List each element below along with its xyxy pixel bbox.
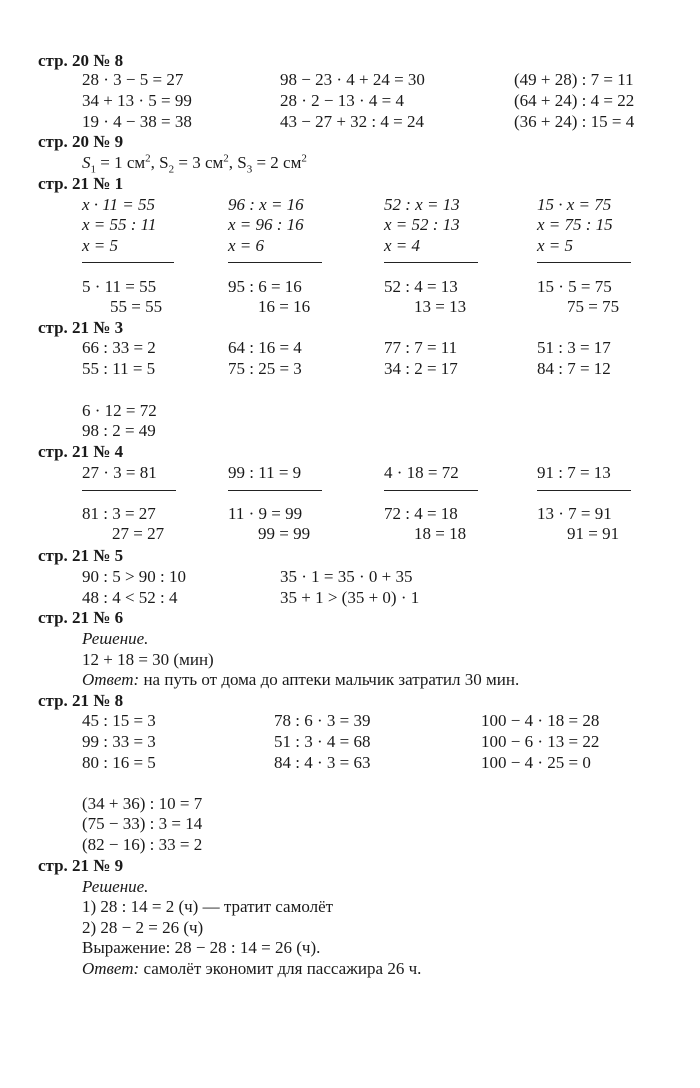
section-heading: стр. 21 № 3	[38, 318, 124, 337]
section-heading: стр. 21 № 8	[38, 691, 124, 710]
equation: 75 : 25 = 3	[228, 359, 302, 378]
equation: 4 · 18 = 72	[384, 463, 459, 482]
calculation: 12 + 18 = 30 (мин)	[82, 650, 214, 669]
equation: (75 − 33) : 3 = 14	[82, 814, 203, 833]
equation: x = 96 : 16	[228, 215, 304, 234]
equation: 80 : 16 = 5	[82, 753, 156, 772]
check: 13 = 13	[414, 297, 467, 316]
equation: 99 : 33 = 3	[82, 732, 156, 751]
check: 72 : 4 = 18	[384, 504, 458, 523]
equation: 100 − 4 · 18 = 28	[481, 711, 600, 730]
value: = 3 см	[174, 153, 224, 172]
check: 16 = 16	[258, 297, 311, 316]
equation: (64 + 24) : 4 = 22	[514, 91, 635, 110]
equation: 45 : 15 = 3	[82, 711, 156, 730]
equation: (34 + 36) : 10 = 7	[82, 794, 203, 813]
equation: x = 5	[537, 236, 574, 255]
equation: 52 : x = 13	[384, 195, 460, 214]
equation: 28 · 2 − 13 · 4 = 4	[280, 91, 404, 110]
section-heading: стр. 21 № 9	[38, 856, 124, 875]
divider	[82, 490, 176, 491]
section-heading: стр. 21 № 5	[38, 546, 124, 565]
answer-text: на путь от дома до аптеки мальчик затратил 30 мин.	[139, 670, 520, 689]
check: 95 : 6 = 16	[228, 277, 302, 296]
divider	[537, 490, 631, 491]
check: 27 = 27	[112, 524, 165, 543]
solution-label: Решение.	[82, 629, 149, 648]
equation: 55 : 11 = 5	[82, 359, 156, 378]
check: 91 = 91	[567, 524, 620, 543]
solution-label: Решение.	[82, 877, 149, 896]
equation: 43 − 27 + 32 : 4 = 24	[280, 112, 424, 131]
equation: 77 : 7 = 11	[384, 338, 458, 357]
equation: 100 − 6 · 13 = 22	[481, 732, 600, 751]
equation: x = 4	[384, 236, 421, 255]
comparison: 48 : 4 < 52 : 4	[82, 588, 178, 607]
separator: , S	[228, 153, 247, 172]
solution-step: 1) 28 : 14 = 2 (ч) — тратит самолёт	[82, 897, 334, 916]
equation: 51 : 3 = 17	[537, 338, 611, 357]
superscript: 2	[145, 152, 151, 165]
equation: (82 − 16) : 33 = 2	[82, 835, 203, 854]
equation: (36 + 24) : 15 = 4	[514, 112, 635, 131]
equation: 100 − 4 · 25 = 0	[481, 753, 591, 772]
equation: x = 52 : 13	[384, 215, 460, 234]
answer-text: самолёт экономит для пассажира 26 ч.	[139, 959, 422, 978]
equation: x = 5	[82, 236, 119, 255]
equation: 66 : 33 = 2	[82, 338, 156, 357]
section-heading: стр. 20 № 9	[38, 132, 124, 151]
equation: 34 + 13 · 5 = 99	[82, 91, 192, 110]
superscript: 2	[301, 152, 307, 165]
superscript: 2	[223, 152, 229, 165]
subscript: 2	[168, 163, 175, 176]
check: 55 = 55	[110, 297, 163, 316]
equation: 51 : 3 · 4 = 68	[274, 732, 371, 751]
section-heading: стр. 21 № 6	[38, 608, 124, 627]
subscript: 3	[246, 163, 253, 176]
value: = 1 см	[96, 153, 146, 172]
value: = 2 см	[252, 153, 302, 172]
comparison: 35 · 1 = 35 · 0 + 35	[280, 567, 413, 586]
equation: x = 6	[228, 236, 265, 255]
comparison: 35 + 1 > (35 + 0) · 1	[280, 588, 420, 607]
equation: 98 − 23 · 4 + 24 = 30	[280, 70, 425, 89]
equation: 34 : 2 = 17	[384, 359, 458, 378]
expression: Выражение: 28 − 28 : 14 = 26 (ч).	[82, 938, 321, 957]
divider	[384, 262, 478, 263]
equation: 98 : 2 = 49	[82, 421, 156, 440]
check: 99 = 99	[258, 524, 311, 543]
equation: 84 : 4 · 3 = 63	[274, 753, 371, 772]
check: 11 · 9 = 99	[228, 504, 303, 523]
equation: 84 : 7 = 12	[537, 359, 611, 378]
check: 15 · 5 = 75	[537, 277, 612, 296]
answer-label: Ответ:	[82, 959, 140, 978]
equation: x = 75 : 15	[537, 215, 613, 234]
equation: 6 · 12 = 72	[82, 401, 157, 420]
subscript: 1	[90, 163, 96, 176]
check: 5 · 11 = 55	[82, 277, 157, 296]
check: 13 · 7 = 91	[537, 504, 612, 523]
check: 52 : 4 = 13	[384, 277, 458, 296]
section-heading: стр. 20 № 8	[38, 51, 124, 70]
symbol-s: S	[82, 153, 91, 172]
area-values	[82, 152, 307, 176]
divider	[82, 262, 174, 263]
equation: 19 · 4 − 38 = 38	[82, 112, 192, 131]
divider	[228, 262, 322, 263]
equation: 91 : 7 = 13	[537, 463, 611, 482]
solution-step: 2) 28 − 2 = 26 (ч)	[82, 918, 204, 937]
answer-label: Ответ:	[82, 670, 140, 689]
comparison: 90 : 5 > 90 : 10	[82, 567, 187, 586]
check: 75 = 75	[567, 297, 620, 316]
separator: , S	[150, 153, 169, 172]
check: 18 = 18	[414, 524, 467, 543]
equation: 99 : 11 = 9	[228, 463, 302, 482]
equation: 15 · x = 75	[537, 195, 612, 214]
equation: 64 : 16 = 4	[228, 338, 302, 357]
equation: 78 : 6 · 3 = 39	[274, 711, 371, 730]
section-heading: стр. 21 № 4	[38, 442, 124, 461]
equation: x = 55 : 11	[82, 215, 157, 234]
divider	[537, 262, 631, 263]
section-heading: стр. 21 № 1	[38, 174, 124, 193]
check: 81 : 3 = 27	[82, 504, 156, 523]
equation: (49 + 28) : 7 = 11	[514, 70, 634, 89]
answer	[82, 671, 519, 688]
equation: 27 · 3 = 81	[82, 463, 157, 482]
equation: 28 · 3 − 5 = 27	[82, 70, 184, 89]
answer	[82, 960, 421, 977]
equation: 96 : x = 16	[228, 195, 304, 214]
divider	[228, 490, 322, 491]
divider	[384, 490, 478, 491]
equation: x · 11 = 55	[82, 195, 156, 214]
